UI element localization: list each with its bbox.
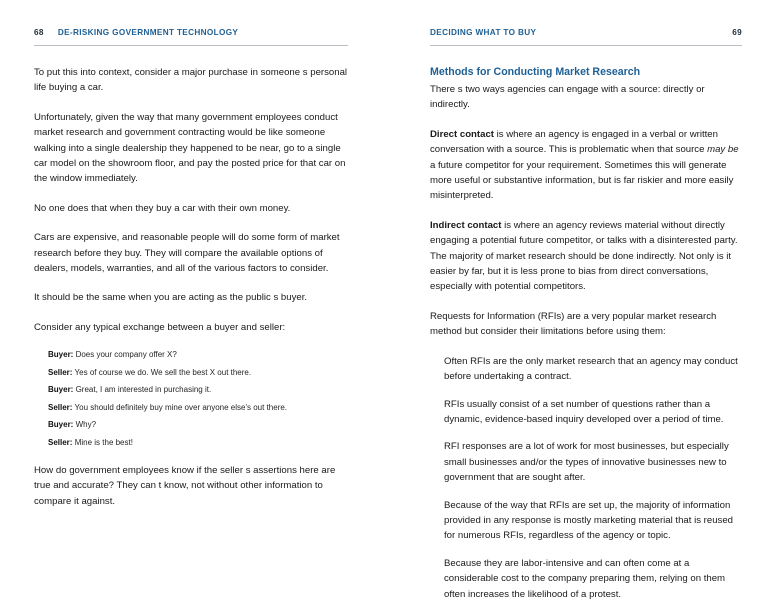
paragraph-direct-contact [430, 127, 742, 204]
dialogue-line [48, 402, 348, 413]
right-header-rule [430, 45, 742, 46]
paragraph-publics-buyer: It should be the same when you are acting as the public s buyer. [34, 292, 308, 304]
paragraph-dealership: Unfortunately, given the way that many government employees conduct market research and government contracting would be like someone walking into a single dealership they happened to be near, go to a single car model on the showroom floor, and pay the posted price for that car on the window immediately. [34, 111, 346, 185]
section-heading: Methods for Conducting Market Research [430, 66, 641, 78]
dialogue-text: You should definitely buy mine over anyone else's out there. [74, 402, 288, 412]
buyer-seller-dialogue [34, 349, 348, 448]
list-item: RFIs usually consist of a set number of questions rather than a dynamic, evidence-based inquiry developed over a period of time. [444, 398, 724, 425]
indirect-contact-term: Indirect contact [430, 219, 502, 231]
dialogue-line [48, 349, 348, 360]
left-header-rule [34, 45, 348, 46]
direct-contact-text-b: a future competitor for your requirement. Sometimes this will generate more useful or substantive information, but is far riskier and more easily misinterpreted. [430, 159, 734, 202]
paragraph-no-one-does: No one does that when they buy a car with their own money. [34, 202, 291, 214]
paragraph-indirect-contact [430, 218, 742, 295]
right-running-head-title: DECIDING WHAT TO BUY [430, 28, 537, 37]
paragraph-two-ways: There s two ways agencies can engage with a source: directly or indirectly. [430, 84, 705, 111]
dialogue-line [48, 437, 348, 448]
dialogue-line [48, 384, 348, 395]
dialogue-text: Mine is the best! [74, 437, 133, 447]
dialogue-text: Yes of course we do. We sell the best X out there. [74, 367, 252, 377]
dialogue-speaker: Seller: [48, 402, 73, 412]
dialogue-text: Does your company offer X? [75, 350, 177, 360]
list-item: RFI responses are a lot of work for most businesses, but especially small businesses and/or the types of innovative businesses new to government that are sought after. [444, 441, 729, 484]
dialogue-speaker: Seller: [48, 437, 73, 447]
direct-contact-text-a: is where an agency is engaged in a verbal or written conversation with a source. This is problematic when that source [430, 128, 718, 156]
dialogue-line [48, 367, 348, 378]
left-page-number: 68 [34, 28, 44, 37]
list-item: Because they are labor-intensive and can often come at a considerable cost to the company preparing them, relying on them often increases the likelihood of a protest. [444, 557, 726, 600]
dialogue-speaker: Seller: [48, 367, 73, 377]
paragraph-cars-expensive: Cars are expensive, and reasonable people will do some form of market research before they buy. They will compare the available options of dealers, models, warranties, and all of the various factors to consider. [34, 232, 340, 275]
dialogue-speaker: Buyer: [48, 350, 74, 360]
rfi-limitations-list [430, 354, 742, 602]
dialogue-speaker: Buyer: [48, 420, 74, 430]
paragraph-consider-exchange: Consider any typical exchange between a buyer and seller: [34, 321, 286, 333]
left-running-head-title: DE-RISKING GOVERNMENT TECHNOLOGY [57, 28, 239, 37]
direct-contact-emphasis: may be [707, 144, 739, 156]
list-item: Because of the way that RFIs are set up, the majority of information provided in any response is mostly marketing material that is reused for numerous RFIs, regardless of the agency or topic. [444, 499, 734, 542]
dialogue-text: Why? [75, 420, 97, 430]
right-page-number: 69 [732, 28, 742, 37]
indirect-contact-text: is where an agency reviews material without directly engaging a potential future competitor, or talks with a disinterested party. The majority of market research should be done indirectly. Not only is it easier by far, but it is less prone to bias from direct conversations, especially with potential competitors. [430, 219, 738, 293]
paragraph-assertions: How do government employees know if the seller s assertions here are true and accurate? They can t know, not without other information to compare it against. [34, 464, 336, 507]
dialogue-speaker: Buyer: [48, 385, 74, 395]
direct-contact-term: Direct contact [430, 128, 494, 140]
dialogue-text: Great, I am interested in purchasing it. [75, 385, 212, 395]
left-page [0, 0, 388, 600]
right-running-head [430, 28, 742, 42]
right-page [388, 0, 776, 600]
dialogue-line [48, 419, 348, 430]
left-running-head [34, 28, 348, 42]
list-item: Often RFIs are the only market research that an agency may conduct before undertaking a contract. [444, 355, 738, 383]
paragraph-context: To put this into context, consider a major purchase in someone s personal life buying a car. [34, 67, 348, 94]
paragraph-rfi-intro: Requests for Information (RFIs) are a very popular market research method but consider their limitations before using them: [430, 310, 717, 338]
